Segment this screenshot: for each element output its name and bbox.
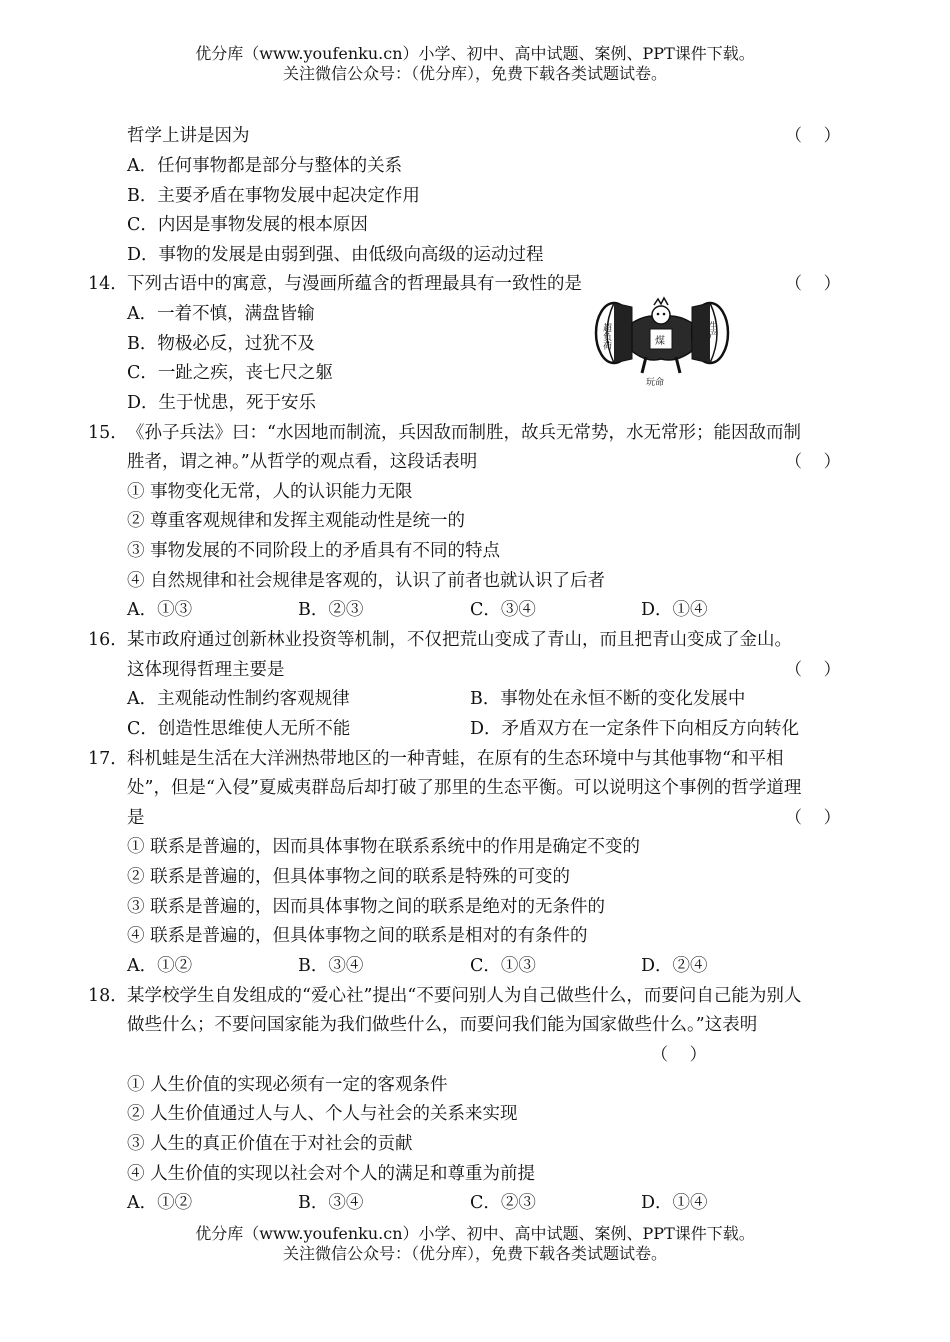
q15-option-d: D．①④ [641,600,708,620]
q17-statement-4: ④ 联系是普遍的，但具体事物之间的联系是相对的有条件的 [127,926,588,946]
q18-statement-1: ① 人生价值的实现必须有一定的客观条件 [127,1075,448,1095]
q15-option-a: A．①③ [127,600,193,620]
q15-statement-1: ① 事物变化无常，人的认识能力无限 [127,482,413,502]
header-line-1: 优分库（www.youfenku.cn）小学、初中、高中试题、案例、PPT课件下载。 [195,44,755,63]
q16-option-c: C．创造性思维使人无所不能 [127,719,351,739]
q16-number: 16． [88,630,128,650]
q17-number: 17． [88,749,128,769]
q14-option-a: A．一着不慎，满盘皆输 [127,304,315,324]
q16-option-a: A．主观能动性制约客观规律 [127,689,350,709]
q18-stem-line-2: 做些什么；不要问国家能为我们做些什么，而要问我们能为国家做些什么。”这表明 [127,1015,758,1035]
q17-statement-3: ③ 联系是普遍的，因而具体事物之间的联系是绝对的无条件的 [127,897,606,917]
q15-statement-2: ② 尊重客观规律和发挥主观能动性是统一的 [127,511,466,531]
q15-option-c: C．③④ [470,600,536,620]
q18-option-a: A．①② [127,1193,193,1213]
q15-stem-line-2: 胜者，谓之神。”从哲学的观点看，这段话表明 [127,452,478,472]
q15-option-b: B．②③ [298,600,364,620]
q15-answer-bracket: （ ） [785,452,841,472]
q14-stem: 下列古语中的寓意，与漫画所蕴含的哲理最具有一致性的是 [127,274,582,294]
q17-stem-line-1: 科机蛙是生活在大洋洲热带地区的一种青蛙，在原有的生态环境中与其他事物“和平相 [127,749,784,769]
q17-stem-line-3: 是 [127,808,145,828]
q17-option-a: A．①② [127,956,193,976]
q18-number: 18． [88,986,128,1006]
q15-statement-4: ④ 自然规律和社会规律是客观的，认识了前者也就认识了后者 [127,571,606,591]
q14-cartoon-image [588,293,734,389]
q17-option-c: C．①③ [470,956,536,976]
q14-answer-bracket: （ ） [785,274,841,294]
q17-statement-2: ② 联系是普遍的，但具体事物之间的联系是特殊的可变的 [127,867,571,887]
q13-option-a: A．任何事物都是部分与整体的关系 [127,156,403,176]
q13-stem-cont: 哲学上讲是因为 [127,126,250,146]
q18-statement-2: ② 人生价值通过人与人、个人与社会的关系来实现 [127,1104,518,1124]
q16-option-d: D．矛盾双方在一定条件下向相反方向转化 [470,719,800,739]
q14-option-c: C．一趾之疾，丧七尺之躯 [127,363,333,383]
q13-option-c: C．内因是事物发展的根本原因 [127,215,368,235]
q13-option-b: B．主要矛盾在事物发展中起决定作用 [127,186,420,206]
q13-answer-bracket: （ ） [785,126,841,146]
header-line-2: 关注微信公众号：（优分库），免费下载各类试题试卷。 [282,64,667,83]
q18-option-b: B．③④ [298,1193,364,1213]
q18-statement-4: ④ 人生价值的实现以社会对个人的满足和尊重为前提 [127,1164,536,1184]
cartoon-caption: 玩命 [646,378,665,388]
footer-line-1: 优分库（www.youfenku.cn）小学、初中、高中试题、案例、PPT课件下载。 [195,1224,755,1243]
q17-statement-1: ① 联系是普遍的，因而具体事物在联系系统中的作用是确定不变的 [127,837,641,857]
q17-option-b: B．③④ [298,956,364,976]
q17-answer-bracket: （ ） [785,808,841,828]
q18-answer-bracket: （ ） [651,1045,707,1065]
q16-stem-line-1: 某市政府通过创新林业投资等机制，不仅把荒山变成了青山，而且把青山变成了金山。 [127,630,792,650]
q18-stem-line-1: 某学校学生自发组成的“爱心社”提出“不要问别人为自己做些什么，而要问自己能为别人 [127,986,802,1006]
q17-option-d: D．②④ [641,956,708,976]
right-barrel-text: 生产 [707,321,717,339]
q15-number: 15． [88,423,128,443]
left-barrel-text: 超负荷 [601,323,611,350]
q15-stem-line-1: 《孙子兵法》曰：“水因地而制流，兵因敌而制胜，故兵无常势，水无常形；能因敌而制 [127,423,801,443]
footer-line-2: 关注微信公众号：（优分库），免费下载各类试题试卷。 [282,1244,667,1263]
q16-stem-line-2: 这体现得哲理主要是 [127,660,285,680]
q16-answer-bracket: （ ） [785,660,841,680]
q18-option-c: C．②③ [470,1193,536,1213]
q17-stem-line-2: 处”，但是“入侵”夏威夷群岛后却打破了那里的生态平衡。可以说明这个事例的哲学道理 [127,778,802,798]
q14-number: 14． [88,274,128,294]
q14-option-b: B．物极必反，过犹不及 [127,334,315,354]
q14-option-d: D．生于忧患，死于安乐 [127,393,317,413]
q18-statement-3: ③ 人生的真正价值在于对社会的贡献 [127,1134,413,1154]
q18-option-d: D．①④ [641,1193,708,1213]
q16-option-b: B．事物处在永恒不断的变化发展中 [470,689,746,709]
miner-label: 煤 [655,336,665,347]
q13-option-d: D．事物的发展是由弱到强、由低级向高级的运动过程 [127,245,544,265]
q15-statement-3: ③ 事物发展的不同阶段上的矛盾具有不同的特点 [127,541,501,561]
